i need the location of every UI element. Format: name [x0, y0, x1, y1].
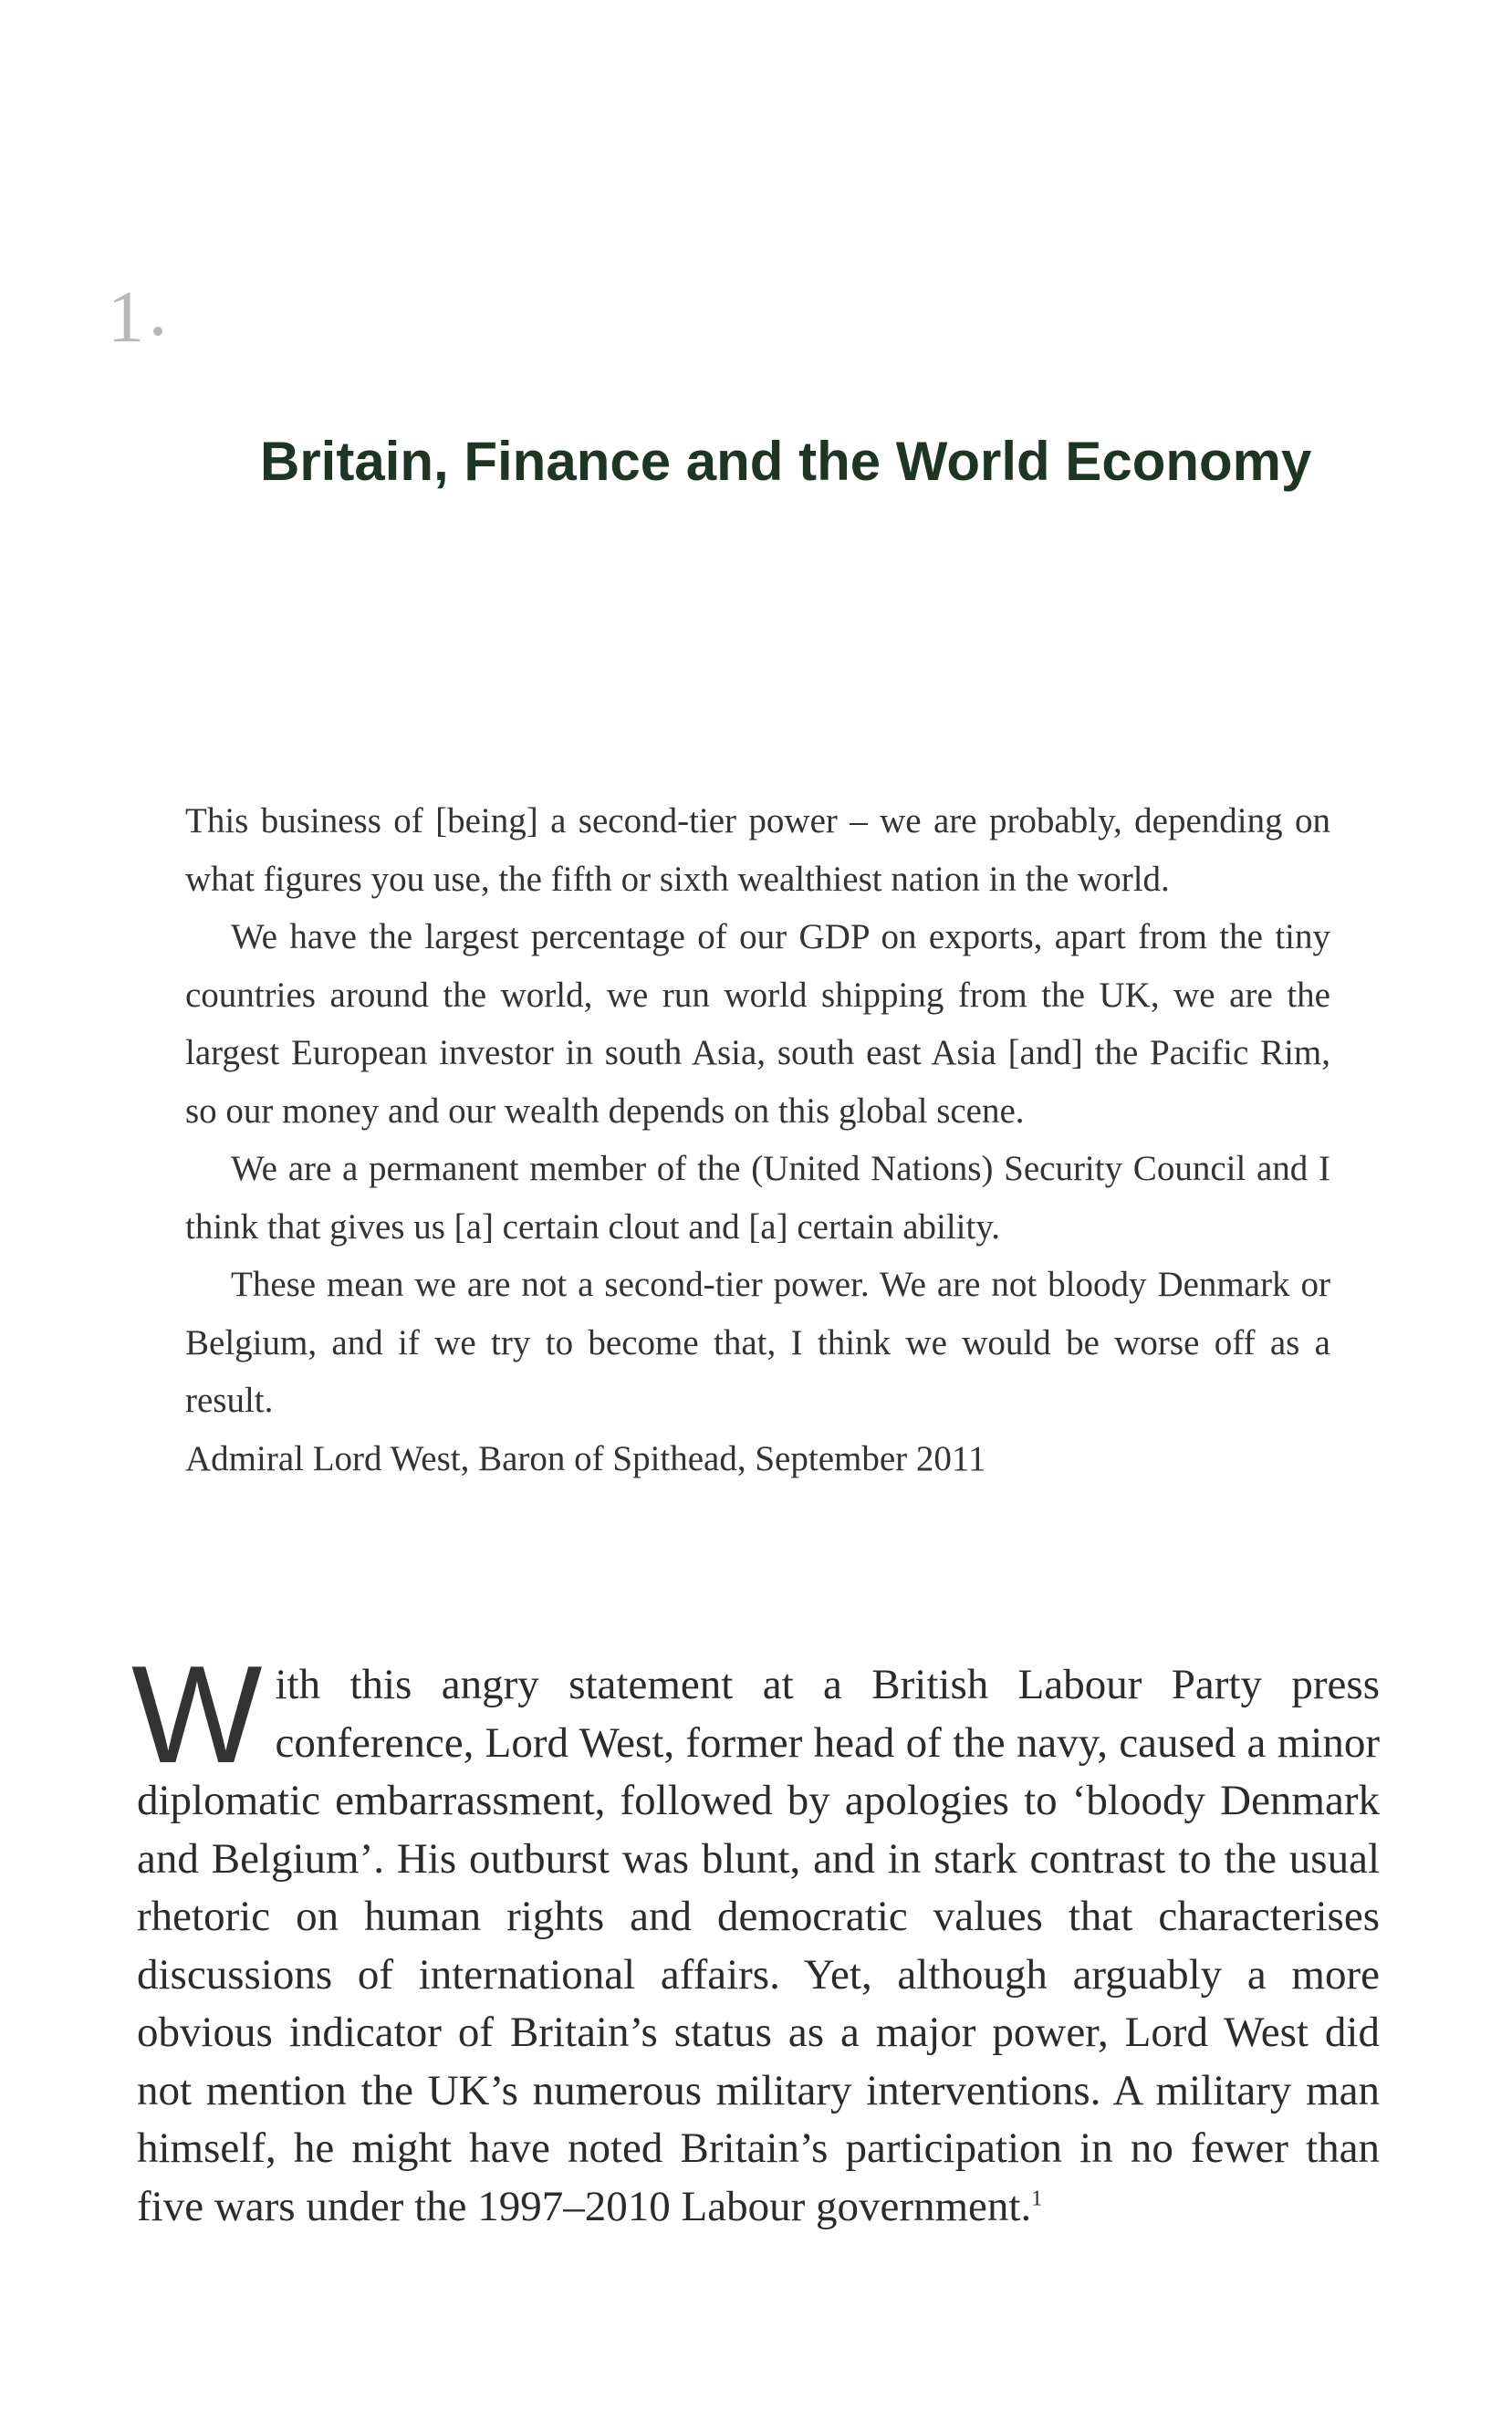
chapter-number-dot — [153, 327, 162, 336]
drop-cap: W — [131, 1637, 263, 1792]
epigraph-paragraph: We have the largest percentage of our GDP on exports, apart from the tiny countries around the world, we run world shipping from the UK, we are the largest European investor in south Asia, south east Asia [and] the Pacific Rim, so our money and our wealth depends on this global scene. — [185, 917, 1330, 1131]
epigraph-attribution: Admiral Lord West, Baron of Spithead, September 2011 — [185, 1438, 986, 1478]
footnote-marker[interactable]: 1 — [1031, 2186, 1043, 2210]
body-paragraph — [131, 1637, 1380, 2236]
epigraph-paragraph: This business of [being] a second-tier power – we are probably, depending on what figures you use, the fifth or sixth wealthiest nation in the world. — [185, 801, 1330, 899]
body-paragraph-text: ith this angry statement at a British Labour Party press conference, Lord West, former head of the navy, caused a minor diplomatic embarrassment, followed by apologies to ‘bloody Denmark and Belgium’. His outburst was blunt, and in stark contrast to the usual rhetoric on human rights and democratic values that characterises discussions of international affairs. Yet, although arguably a more obvious indicator of Britain’s status as a major power, Lord West did not mention the UK’s numerous military interventions. A military man himself, he might have noted Britain’s participation in no fewer than five wars under the 1997–2010 Labour government. — [137, 1661, 1380, 2230]
epigraph-paragraph: These mean we are not a second-tier power. We are not bloody Denmark or Belgium, and if we try to become that, I think we would be worse off as a result. — [185, 1265, 1330, 1420]
chapter-title: Britain, Finance and the World Economy — [260, 431, 1312, 492]
chapter-number: 1 — [108, 281, 162, 354]
epigraph-paragraph: We are a permanent member of the (United Nations) Security Council and I think that gives us [a] certain clout and [a] certain ability. — [185, 1149, 1330, 1247]
epigraph — [185, 792, 1330, 1487]
